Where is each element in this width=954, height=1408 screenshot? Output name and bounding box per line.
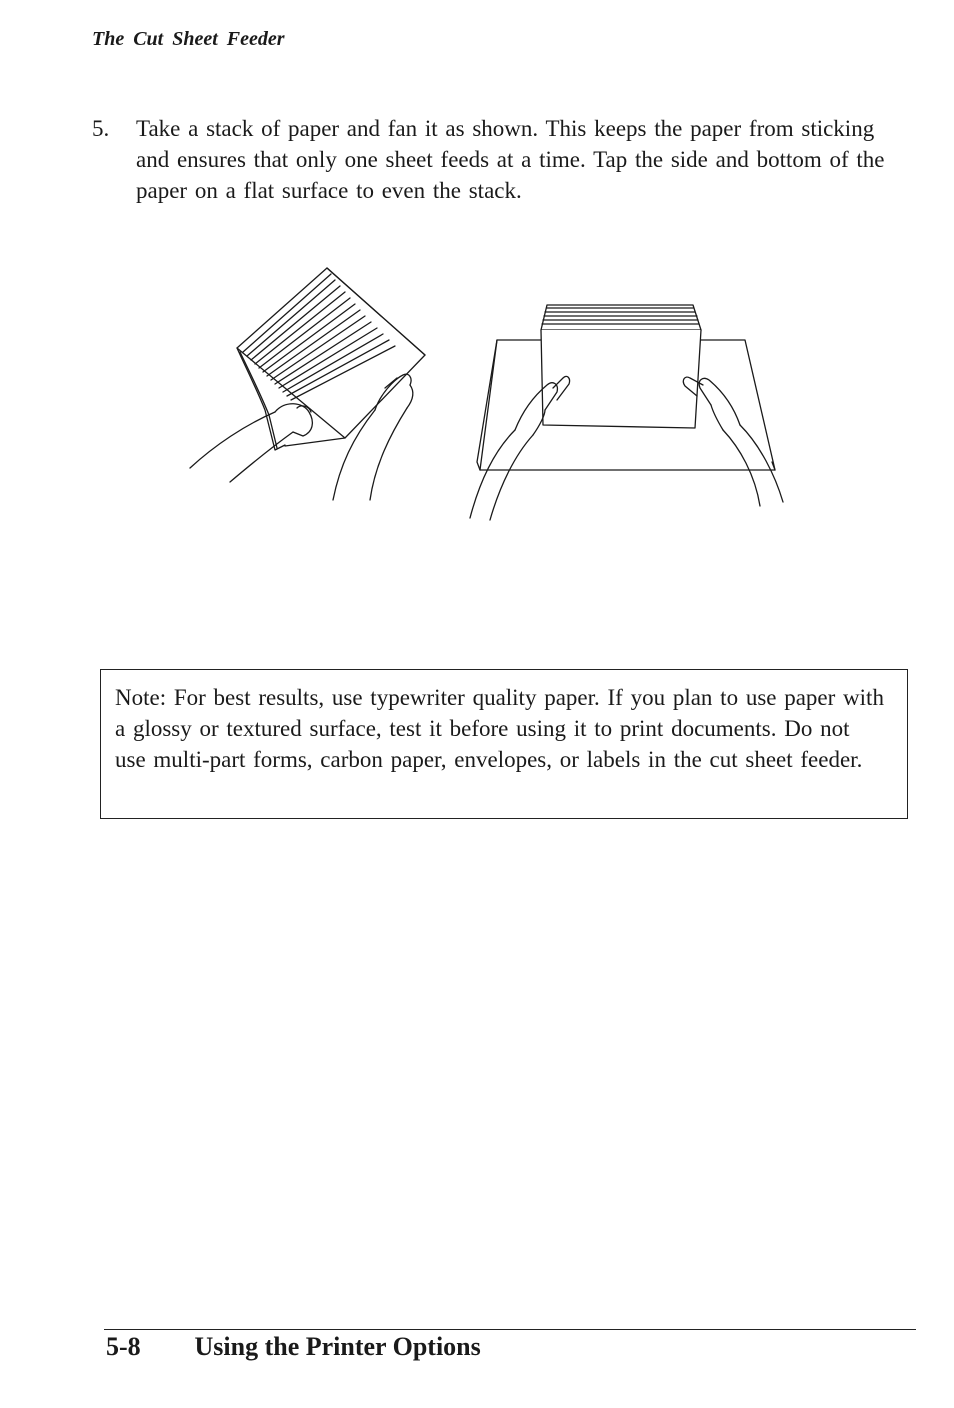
note-box: [100, 669, 908, 819]
running-header: The Cut Sheet Feeder: [92, 28, 285, 50]
fanning-paper-illustration: [185, 260, 790, 525]
page-footer: [106, 1332, 481, 1362]
page-number: 5-8: [106, 1332, 141, 1361]
step-5: [92, 113, 902, 206]
step-text: Take a stack of paper and fan it as shown. This keeps the paper from sticking and ensures that only one sheet feeds at a time. Tap the side and bottom of the paper on a flat surface to even the stack.: [136, 116, 885, 203]
tapping-stack-drawing: [470, 305, 783, 520]
note-text: Note: For best results, use typewriter quality paper. If you plan to use paper with a glossy or textured surface, test it before using it to print documents. Do not use multi-part forms, carbon paper, envelopes, or labels in the cut sheet feeder.: [115, 685, 884, 772]
chapter-title: Using the Printer Options: [194, 1332, 481, 1361]
step-number: 5.: [92, 116, 110, 141]
fanning-stack-drawing: [190, 268, 425, 500]
footer-rule: [104, 1329, 916, 1330]
